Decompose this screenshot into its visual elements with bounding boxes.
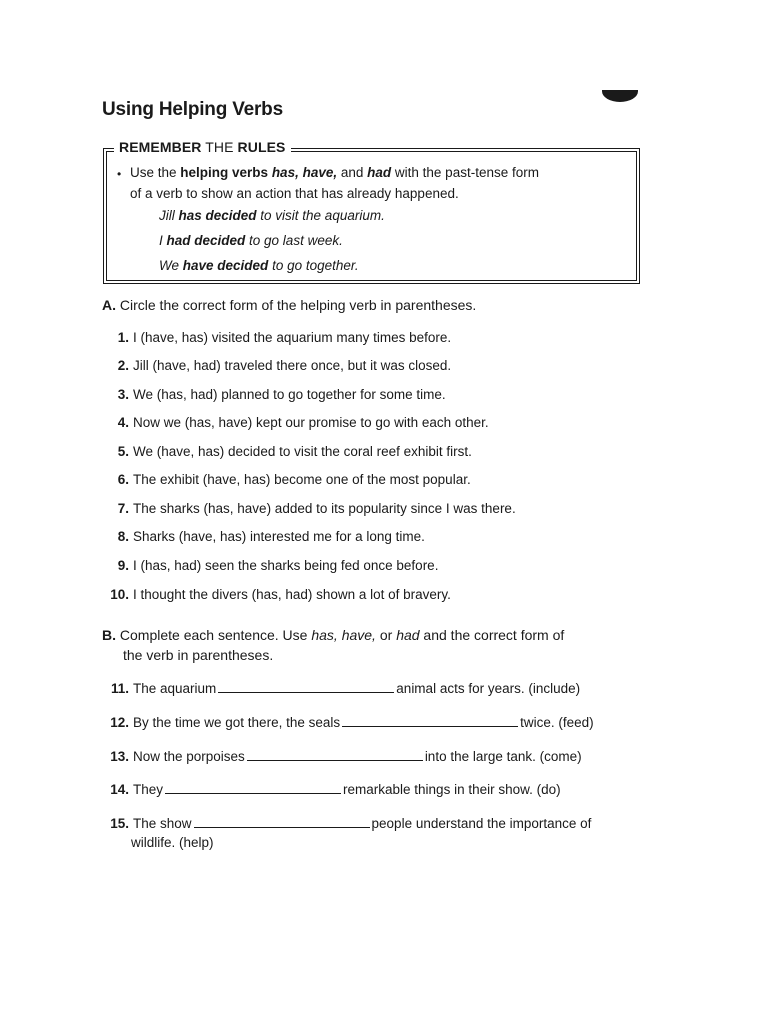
- item-number: 13.: [110, 749, 129, 764]
- item-number: 1.: [117, 330, 129, 345]
- item-text-after: into the large tank. (come): [424, 749, 582, 764]
- exercise-b-item-11: [102, 681, 580, 696]
- example-text: We: [159, 258, 183, 273]
- item-text: The sharks (has, have) added to its popularity since I was there.: [133, 501, 516, 516]
- item-number: 12.: [110, 715, 129, 730]
- rules-heading-remember: REMEMBER: [119, 139, 202, 155]
- item-number: 9.: [117, 558, 129, 573]
- section-b-text: Complete each sentence. Use: [119, 627, 312, 643]
- rules-heading-the: THE: [205, 139, 234, 155]
- rule-example-3: [159, 258, 359, 273]
- item-number: 10.: [110, 587, 129, 602]
- item-number: 5.: [117, 444, 129, 459]
- section-a-label: A.: [102, 297, 116, 313]
- exercise-a-item-6: [102, 472, 471, 487]
- section-b-instruction-line-2: the verb in parentheses.: [123, 647, 274, 663]
- remember-rules-box: [103, 139, 640, 284]
- answer-blank[interactable]: [194, 826, 370, 828]
- exercise-b-item-15-continuation: wildlife. (help): [131, 835, 214, 850]
- rule-example-2: [159, 233, 343, 248]
- item-text: I thought the divers (has, had) shown a lot of bravery.: [133, 587, 451, 602]
- item-text-after: twice. (feed): [520, 715, 594, 730]
- example-verb: have decided: [182, 258, 269, 273]
- section-b-text: and the correct form of: [419, 627, 565, 643]
- item-text-after: remarkable things in their show. (do): [343, 782, 561, 797]
- exercise-a-item-7: [102, 501, 516, 516]
- item-text: I (have, has) visited the aquarium many times before.: [133, 330, 452, 345]
- item-text-after: people understand the importance of: [371, 816, 592, 831]
- rule-text: Use the: [130, 165, 181, 180]
- item-text-before: Now the porpoises: [133, 749, 245, 764]
- example-verb: has decided: [178, 208, 257, 223]
- item-number: 3.: [117, 387, 129, 402]
- item-text: Now we (has, have) kept our promise to go with each other.: [133, 415, 489, 430]
- exercise-a-item-10: [102, 587, 451, 602]
- rules-heading-rules: RULES: [237, 139, 286, 155]
- item-text-before: The show: [133, 816, 192, 831]
- item-number: 14.: [110, 782, 129, 797]
- section-b-label: B.: [102, 627, 116, 643]
- item-text: We (has, had) planned to go together for some time.: [133, 387, 446, 402]
- rule-text: and: [337, 165, 368, 180]
- exercise-b-item-13: [102, 749, 582, 764]
- item-text-after: animal acts for years. (include): [396, 681, 581, 696]
- item-text: Sharks (have, has) interested me for a long time.: [133, 529, 425, 544]
- item-number: 7.: [117, 501, 129, 516]
- page-title: Using Helping Verbs: [102, 99, 283, 120]
- rules-heading: [114, 139, 291, 155]
- rule-line-2: of a verb to show an action that has already happened.: [130, 186, 459, 201]
- item-number: 6.: [117, 472, 129, 487]
- item-text-before: By the time we got there, the seals: [133, 715, 341, 730]
- exercise-a-item-1: [102, 330, 451, 345]
- exercise-a-item-3: [102, 387, 446, 402]
- rule-text: with the past-tense form: [391, 165, 539, 180]
- item-text: The exhibit (have, has) become one of the most popular.: [133, 472, 471, 487]
- rule-term-had: had: [367, 165, 392, 180]
- item-text-before: They: [133, 782, 164, 797]
- exercise-b-item-15: [102, 816, 591, 831]
- answer-blank[interactable]: [342, 725, 518, 727]
- item-number: 15.: [110, 816, 129, 831]
- exercise-a-item-5: [102, 444, 472, 459]
- rule-bullet: •: [117, 167, 122, 181]
- exercise-a-item-8: [102, 529, 425, 544]
- rule-term-helping-verbs: helping verbs: [180, 165, 272, 180]
- item-text: We (have, has) decided to visit the coral reef exhibit first.: [133, 444, 472, 459]
- section-b-term: has, have,: [311, 627, 376, 643]
- example-text: I: [159, 233, 167, 248]
- rule-term-has-have: has, have,: [271, 165, 338, 180]
- rule-line-1: [130, 165, 539, 180]
- answer-blank[interactable]: [218, 691, 394, 693]
- item-number: 2.: [117, 358, 129, 373]
- item-text: I (has, had) seen the sharks being fed once before.: [133, 558, 439, 573]
- exercise-a-item-4: [102, 415, 489, 430]
- example-text: Jill: [159, 208, 179, 223]
- example-text: to go together.: [268, 258, 359, 273]
- answer-blank[interactable]: [165, 792, 341, 794]
- exercise-b-item-12: [102, 715, 594, 730]
- example-text: to go last week.: [245, 233, 343, 248]
- exercise-a-item-2: [102, 358, 451, 373]
- section-b-term: had: [396, 627, 420, 643]
- item-number: 11.: [110, 681, 129, 696]
- item-number: 8.: [117, 529, 129, 544]
- item-number: 4.: [117, 415, 129, 430]
- section-a-text: Circle the correct form of the helping verb in parentheses.: [119, 297, 477, 313]
- exercise-b-item-14: [102, 782, 561, 797]
- section-a-instruction: [102, 297, 476, 313]
- rule-example-1: [159, 208, 385, 223]
- answer-blank[interactable]: [247, 759, 423, 761]
- section-b-instruction: [102, 627, 564, 643]
- exercise-a-item-9: [102, 558, 438, 573]
- section-b-text: or: [375, 627, 397, 643]
- corner-tab-mark: [602, 90, 638, 102]
- item-text-before: The aquarium: [133, 681, 217, 696]
- item-text: Jill (have, had) traveled there once, but it was closed.: [133, 358, 452, 373]
- example-text: to visit the aquarium.: [256, 208, 385, 223]
- example-verb: had decided: [166, 233, 246, 248]
